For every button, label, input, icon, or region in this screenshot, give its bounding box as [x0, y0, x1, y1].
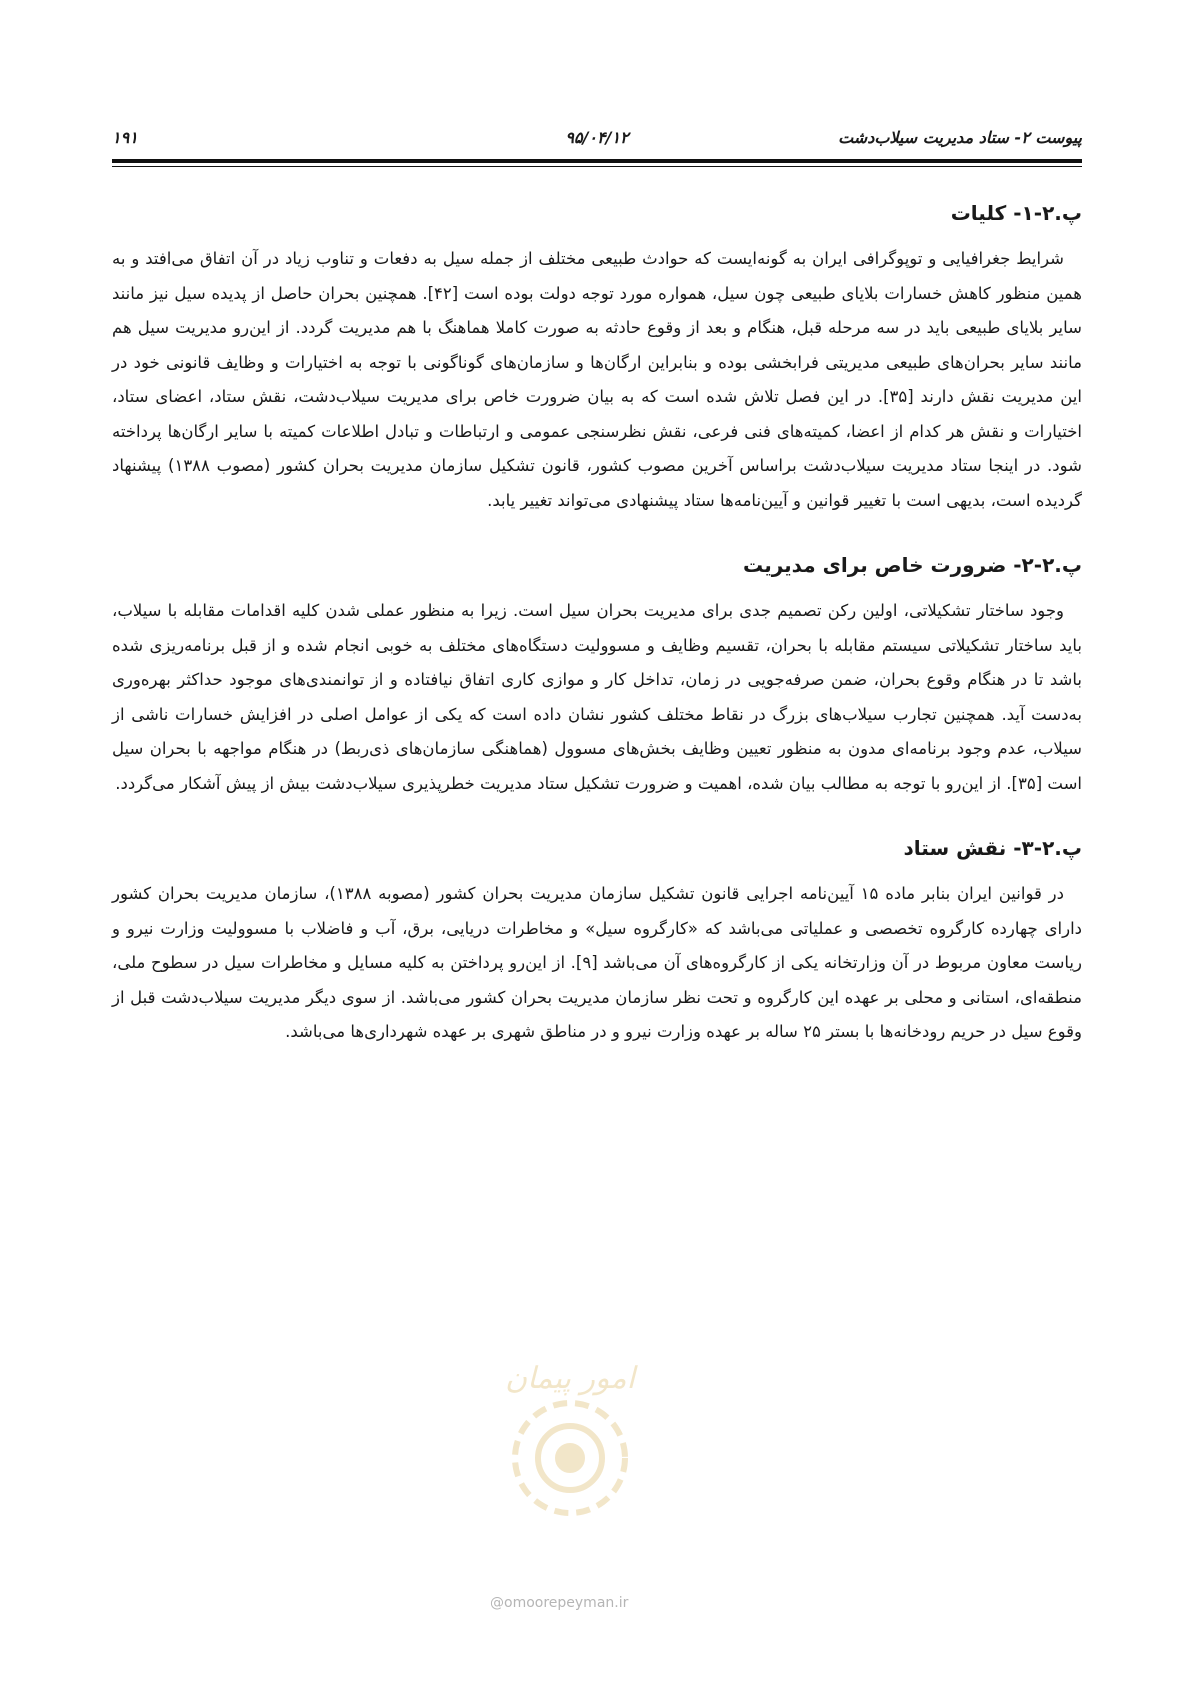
section-headquarters-role [112, 819, 1082, 1050]
section-paragraph: در قوانین ایران بنابر ماده ۱۵ آیین‌نامه اجرایی قانون تشکیل سازمان مدیریت بحران کشور (مصوبه ۱۳۸۸)، سازمان مدیریت بحران کشور دارای چهارده کارگروه تخصصی و عملیاتی می‌باشد که «کارگروه سیل» و مخاطرات دریایی، برق، آب و فاضلاب با مسوولیت وزارت نیرو و ریاست معاون مربوط در آن وزارتخانه یکی از کارگروه‌های آن می‌باشد [۹]. از این‌رو پرداختن به کلیه مسایل و مخاطرات سیل در سطوح ملی، منطقه‌ای، استانی و محلی بر عهده این کارگروه و تحت نظر سازمان مدیریت بحران کشور می‌باشد. از سوی دیگر مدیریت سیلاب‌دشت قبل از وقوع سیل در حریم رودخانه‌ها با بستر ۲۵ ساله بر عهده وزارت نیرو و در مناطق شهری بر عهده شهرداری‌ها می‌باشد. [112, 884, 1082, 1041]
running-header [112, 128, 1082, 152]
section-heading: پ.۲-۳- نقش ستاد [903, 836, 1082, 860]
section-paragraph: شرایط جغرافیایی و توپوگرافی ایران به گونه‌ایست که حوادث طبیعی مختلف از جمله سیل به دفعات و تناوب زیاد در آن اتفاق می‌افتد و به همین منظور کاهش خسارات بلایای طبیعی چون سیل، همواره مورد توجه دولت بوده است [۴۲]. همچنین بحران حاصل از پدیده سیل نیز مانند سایر بلایای طبیعی باید در سه مرحله قبل، هنگام و بعد از وقوع حادثه به صورت کاملا هماهنگ با هم مدیریت گردد. از این‌رو مدیریت سیل هم مانند سایر بحران‌های طبیعی مدیریتی فرابخشی بوده و بنابراین ارگان‌ها و سازمان‌های گوناگونی با توجه به اختیارات و وظایف قانونی خود در این مدیریت نقش دارند [۳۵]. در این فصل تلاش شده است که به بیان ضرورت خاص برای مدیریت سیلاب‌دشت، نقش ستاد، اعضای ستاد، اختیارات و نقش هر کدام از اعضا، کمیته‌های فنی فرعی، نقش نظرسنجی عمومی و ارتباطات و تبادل اطلاعات کمیته با سایر ارگان‌ها پرداخته شود. در اینجا ستاد مدیریت سیلاب‌دشت براساس آخرین مصوب کشور، قانون تشکیل سازمان مدیریت بحران کشور (مصوب ۱۳۸۸) پیشنهاد گردیده است، بدیهی است با تغییر قوانین و آیین‌نامه‌ها ستاد پیشنهادی می‌تواند تغییر یابد. [112, 249, 1082, 510]
section-necessity [112, 536, 1082, 801]
svg-text:امور پیمان: امور پیمان [505, 1361, 635, 1396]
header-date: ۹۵/۰۴/۱۲ [565, 128, 629, 147]
header-rule-thick [112, 159, 1082, 163]
page-number: ۱۹۱ [112, 128, 138, 147]
watermark-url: @omoorepeyman.ir [490, 1595, 629, 1611]
page-content [112, 184, 1082, 1050]
section-heading: پ.۲-۱- کلیات [950, 201, 1082, 225]
header-title: پیوست ۲- ستاد مدیریت سیلاب‌دشت [838, 128, 1082, 147]
watermark-logo-icon [470, 1348, 670, 1538]
section-heading: پ.۲-۲- ضرورت خاص برای مدیریت [743, 553, 1082, 577]
section-gap [112, 801, 1082, 819]
section-general [112, 184, 1082, 518]
section-gap [112, 518, 1082, 536]
header-rule-thin [112, 166, 1082, 167]
section-paragraph: وجود ساختار تشکیلاتی، اولین رکن تصمیم جدی برای مدیریت بحران سیل است. زیرا به منظور عملی شدن کلیه اقدامات مقابله با سیلاب، باید ساختار تشکیلاتی سیستم مقابله با بحران، تقسیم وظایف و مسوولیت دستگاه‌های مختلف به خوبی انجام شده و از قبل برنامه‌ریزی شده باشد تا در هنگام وقوع بحران، ضمن صرفه‌جویی در زمان، تداخل کار و موازی کاری اتفاق نیافتاده و از توانمندی‌های موجود حداکثر بهره‌وری به‌دست آید. همچنین تجارب سیلاب‌های بزرگ در نقاط مختلف کشور نشان داده است که یکی از عوامل اصلی در افزایش خسارات ناشی از سیلاب، عدم وجود برنامه‌ای مدون به منظور تعیین وظایف بخش‌های مسوول (هماهنگی سازمان‌های ذی‌ربط) در هنگام مواجهه با بحران سیل است [۳۵]. از این‌رو با توجه به مطالب بیان شده، اهمیت و ضرورت تشکیل ستاد مدیریت خطرپذیری سیلاب‌دشت بیش از پیش آشکار می‌گردد. [112, 601, 1082, 793]
